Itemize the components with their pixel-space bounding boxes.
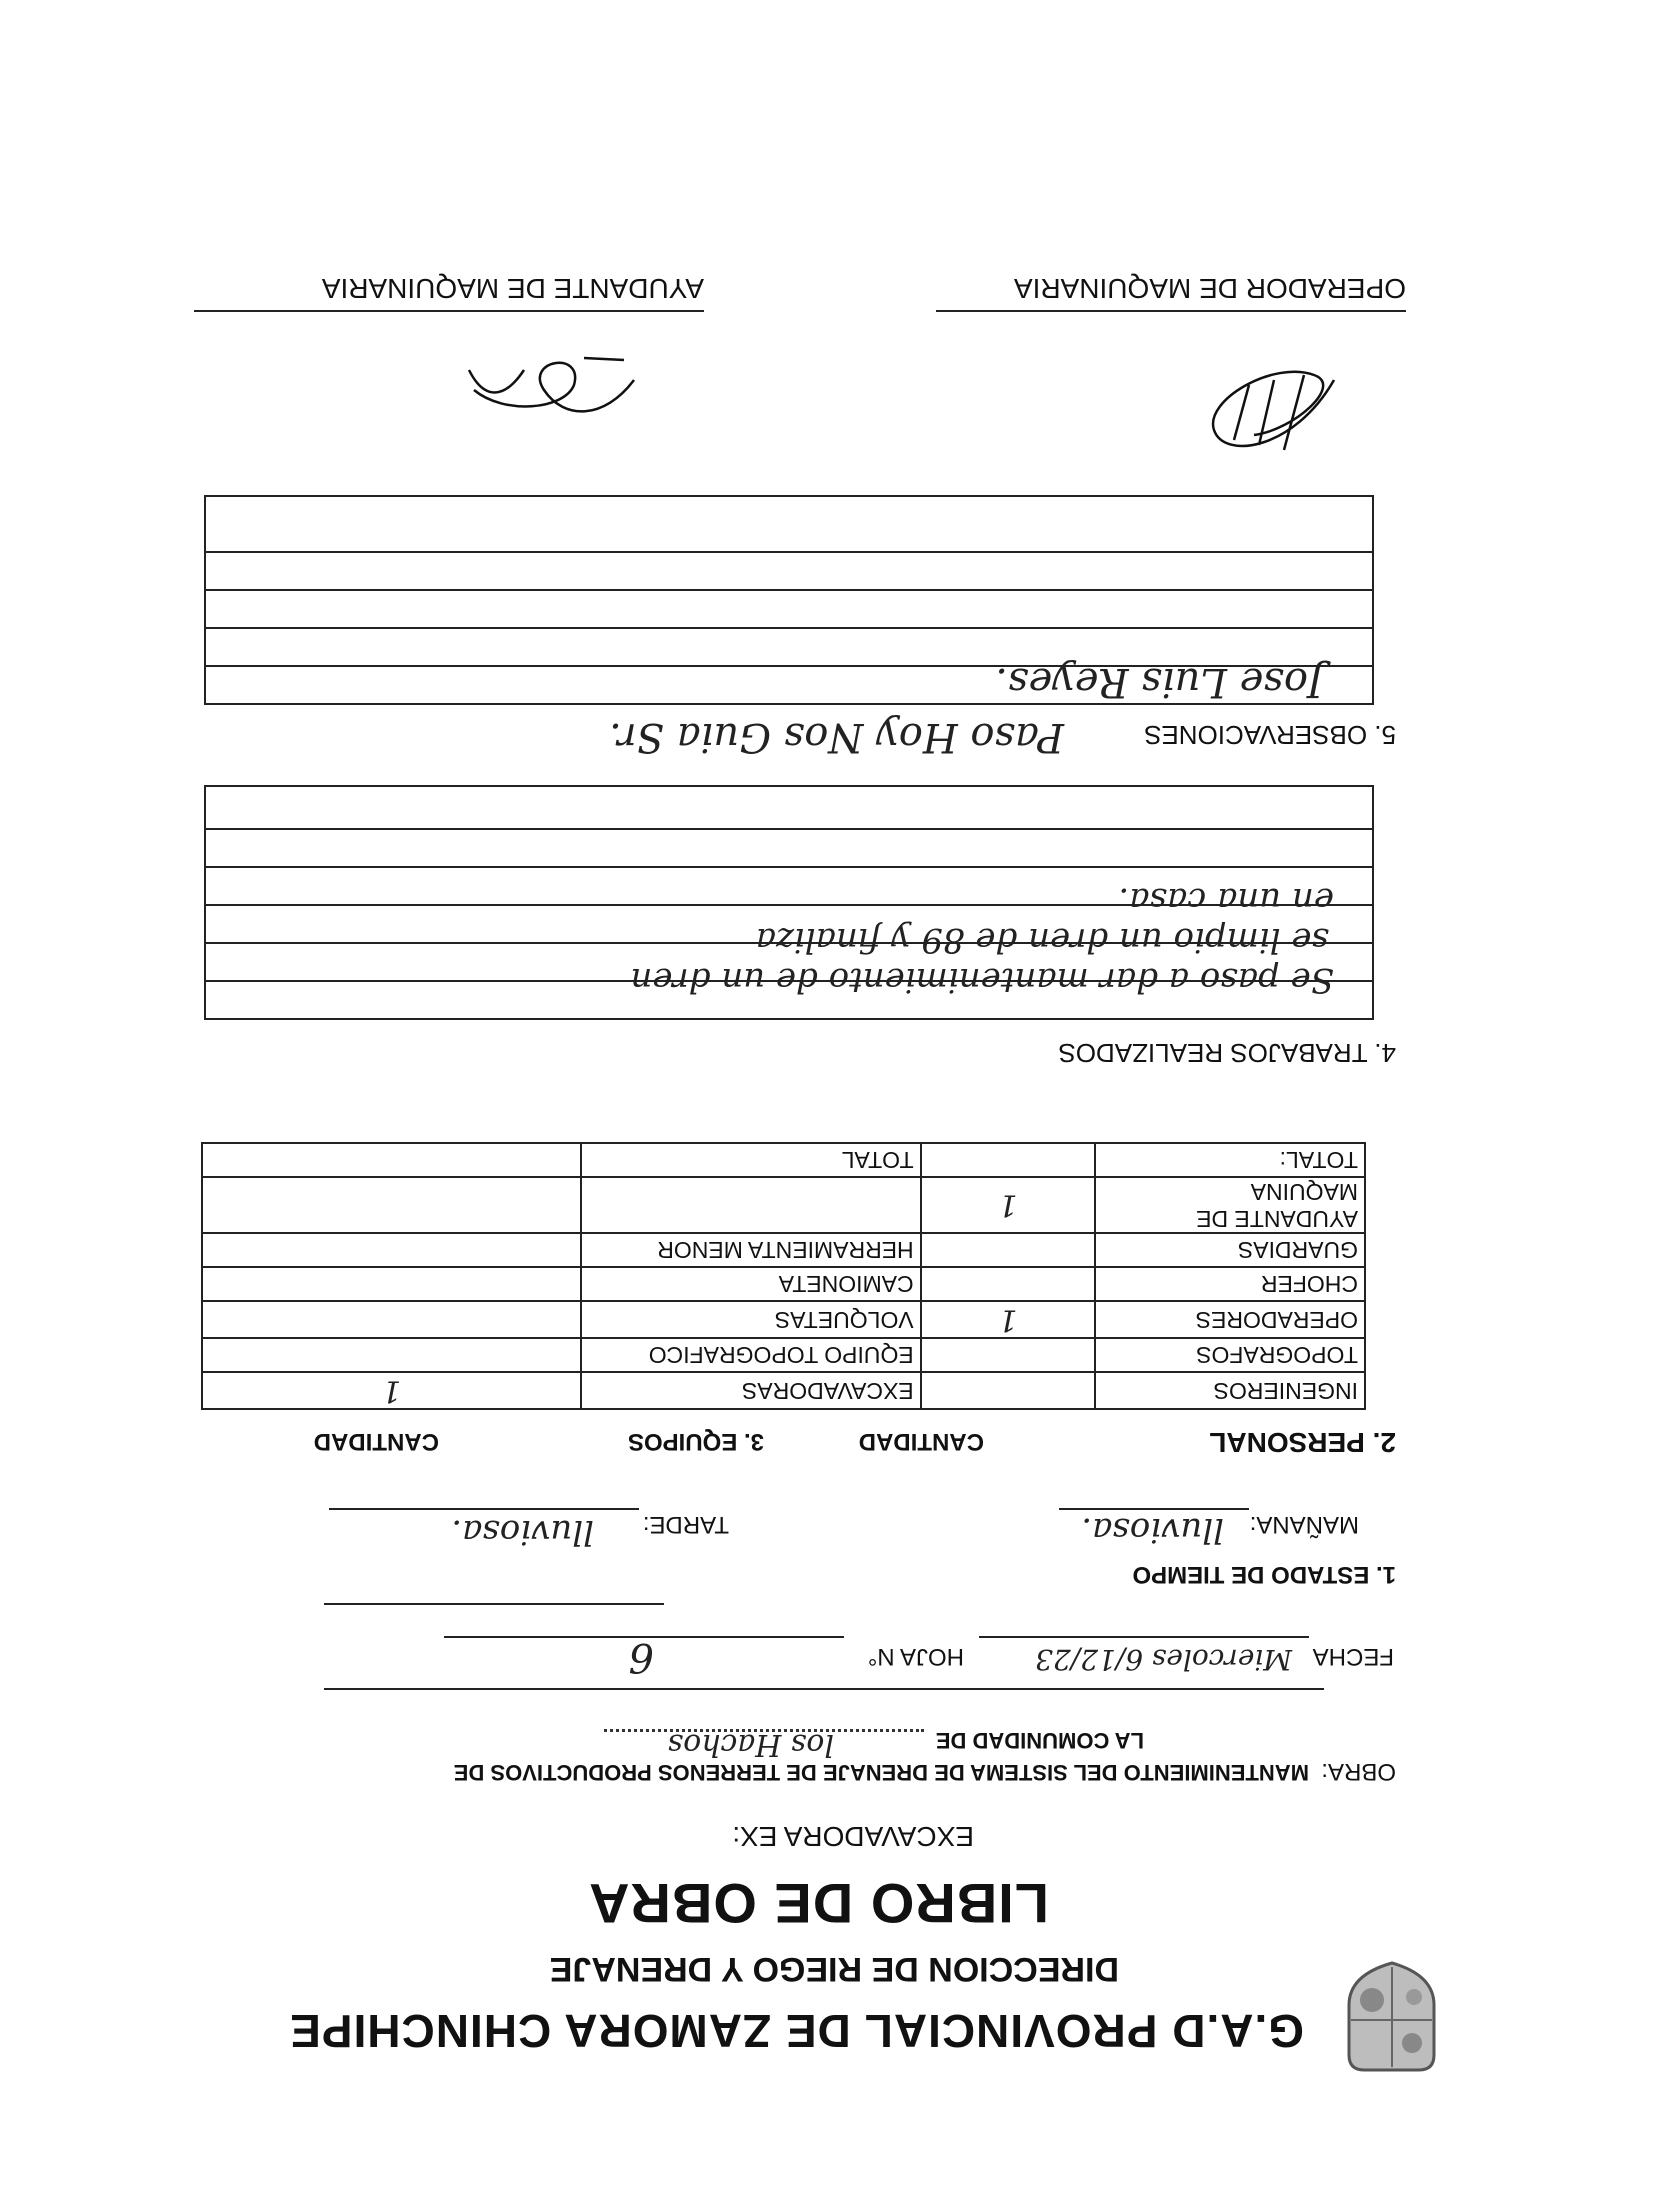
equipo-cell [581,1177,921,1233]
table-row [202,1143,1365,1177]
hoja-underline [444,1636,844,1638]
tarde-label: TARDE: [642,1511,729,1538]
table-row [202,1338,1365,1372]
equipo-qty-cell [202,1177,581,1233]
comunidad-value: los Hachos [667,1727,834,1762]
personal-qty-cell [921,1233,1096,1267]
manana-label: MAÑANA: [1249,1511,1359,1538]
machine-label: EXCAVADORA EX: [732,1821,974,1852]
table-row [202,1233,1365,1267]
personal-qty-cell [921,1372,1096,1409]
personal-equipos-table [201,1142,1366,1410]
personal-qty-cell [921,1267,1096,1301]
ayudante-label: AYUDANTE DE MAQUINARIA [321,273,704,304]
observaciones-line-2: Jose Luis Reyes. [995,659,1324,705]
equipo-qty-cell [202,1143,581,1177]
section5-heading: 5. OBSERVACIONES [1144,720,1396,750]
obra-text: MANTENIMIENTO DEL SISTEMA DE DRENAJE DE TERRENOS PRODUCTIVOS DE [453,1760,1309,1785]
obra-label: OBRA: [1321,1758,1396,1785]
personal-qty-cell [921,1338,1096,1372]
equipos-heading: 3. EQUIPOS [627,1428,764,1455]
fecha-label: FECHA [1312,1643,1394,1670]
ayudante-signature [444,340,644,430]
personal-cell: TOTAL: [1095,1143,1365,1177]
personal-qty-cell [921,1143,1096,1177]
equipo-qty-cell [202,1267,581,1301]
personal-cell: TOPOGRAFOS [1095,1338,1365,1372]
table-row [202,1267,1365,1301]
header-rule-top [324,1688,1324,1690]
fecha-underline [979,1636,1309,1638]
manana-value: lluviosa. [1081,1510,1224,1550]
dept-title: DIRECCION DE RIEGO Y DRENAJE [549,1950,1119,1988]
personal-cell: INGENIEROS [1095,1372,1365,1409]
operador-signature [1194,350,1354,470]
gad-logo [1339,1960,1444,2075]
equipo-cell: CAMIONETA [581,1267,921,1301]
personal-cell: OPERADORES [1095,1301,1365,1338]
ayudante-signature-line [194,310,704,312]
fecha-value: Miercoles 6/12/23 [1035,1643,1292,1676]
personal-cell: GUARDIAS [1095,1233,1365,1267]
hoja-value: 6 [628,1634,654,1680]
trabajos-line-2: se limpio un dren de 89 y finaliza [755,920,1329,960]
table-row [202,1301,1365,1338]
page-title: LIBRO DE OBRA [588,1872,1049,1935]
personal-qty-cell: 1 [921,1177,1096,1233]
equipo-cell: TOTAL [581,1143,921,1177]
equipo-qty-cell [202,1233,581,1267]
personal-cell: AYUDANTE DE MAQUINA [1095,1177,1365,1233]
equipo-cell: EQUIPO TOPOGRAFICO [581,1338,921,1372]
operador-signature-line [936,310,1406,312]
org-title: G.A.D PROVINCIAL DE ZAMORA CHINCHIPE [289,2005,1304,2057]
section4-heading: 4. TRABAJOS REALIZADOS [1058,1038,1396,1068]
table-row [202,1372,1365,1409]
hoja-label: HOJA N° [867,1643,964,1670]
trabajos-line-1: Se paso a dar mantenimiento de un dren [630,960,1334,1000]
equipo-qty-cell [202,1338,581,1372]
trabajos-line-3: en una casa. [1118,880,1334,920]
section1-heading: 1. ESTADO DE TIEMPO [1132,1561,1396,1588]
observaciones-line-1: Paso Hoy Nos Guia Sr. [609,714,1064,760]
tarde-value: lluviosa. [451,1512,594,1552]
section2-heading: 2. PERSONAL [1209,1427,1396,1458]
cantidad2-heading: CANTIDAD [313,1428,439,1455]
equipo-qty-cell [202,1301,581,1338]
equipo-cell: VOLQUETAS [581,1301,921,1338]
equipo-cell: HERRAMIENTA MENOR [581,1233,921,1267]
manana-underline [1059,1508,1249,1510]
cantidad1-heading: CANTIDAD [858,1428,984,1455]
comunidad-label: LA COMUNIDAD DE [935,1728,1144,1753]
tarde-underline [329,1508,639,1510]
operador-label: OPERADOR DE MAQUINARIA [1013,273,1406,304]
table-row [202,1177,1365,1233]
equipo-cell: EXCAVADORAS [581,1372,921,1409]
equipo-qty-cell: 1 [202,1372,581,1409]
personal-cell: CHOFER [1095,1267,1365,1301]
personal-qty-cell: 1 [921,1301,1096,1338]
header-rule-bottom [324,1603,664,1605]
